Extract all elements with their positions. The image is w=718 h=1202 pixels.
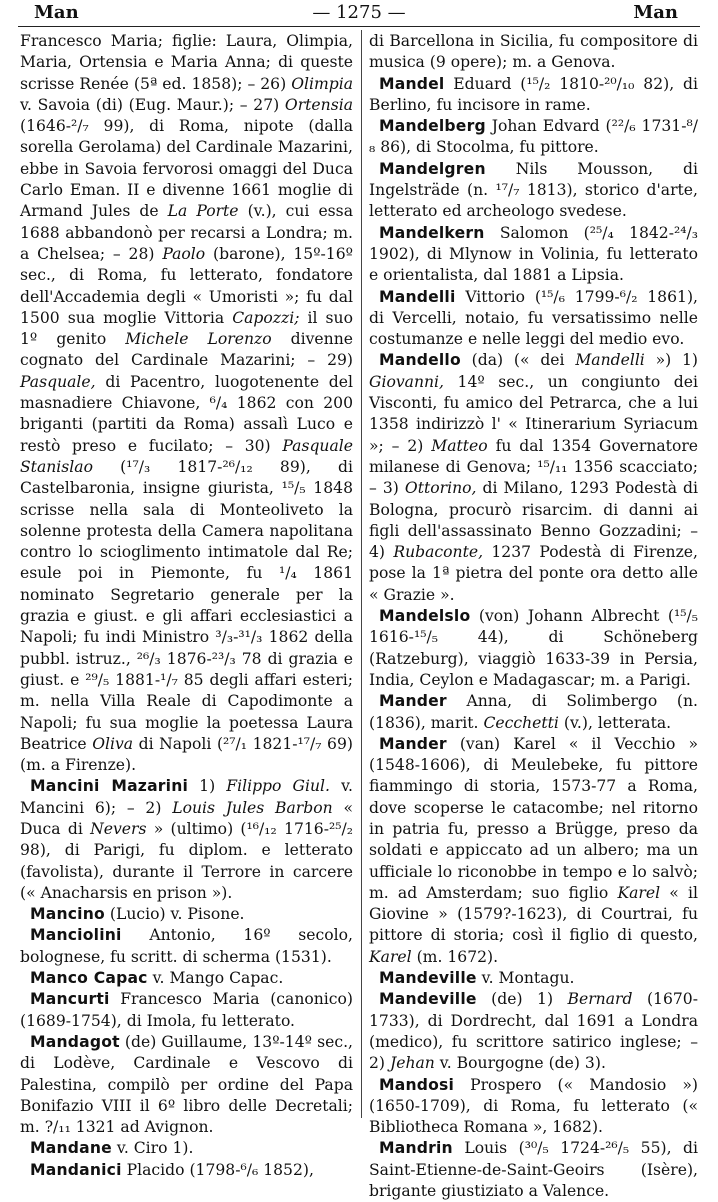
entry-mandelslo (369, 606, 698, 691)
entry-text: Francesco Maria (canonico) (1689-1754), di Imola, fu letterato. (20, 990, 353, 1030)
entry-text: (van) Karel « il Vecchio » (1548-1606), di Meulebeke, fu pittore fiammingo di storia, 1573-77 a Roma, dove scoperse le catacombe; nel ritorno in patria fu, presso a Brügge, preso da soldati e appiccato ad un albero; ma un ufficiale lo riconobbe in tempo e lo salvò; m. ad Amsterdam; suo figlio (369, 734, 698, 902)
entry-mancino (20, 904, 353, 925)
entry-text: v. Mango Capac. (147, 969, 284, 988)
headword: Mandelkern (379, 223, 485, 242)
entry-text: 14º sec., un congiunto dei Visconti, fu amico del Petrarca, che a lui 1358 indirizzò l' « Itinerarium Syriacum »; – 2) (369, 372, 698, 455)
page-header (0, 0, 718, 26)
italic-text: Filippo Giul. (226, 777, 330, 796)
entry-text: (von) Johann Albrecht (¹⁵/₅ 1616-¹⁵/₅ 44), di Schöneberg (Ratzeburg), viaggiò 1633-39 in Persia, India, Ceylon e Madagascar; m. a Parigi. (369, 607, 698, 689)
entry-mandanici (20, 1160, 353, 1181)
entry-mandel (369, 74, 698, 117)
column-divider (361, 30, 362, 1118)
entry-mandeville-de (369, 989, 698, 1074)
entry-text: Francesco Maria; figlie: Laura, Olimpia, Maria, Ortensia e Maria Anna; di queste scrisse Renée (5ª ed. 1858); – 26) (20, 32, 353, 93)
headword: Manciolini (30, 926, 122, 945)
entry-mandelgren (369, 159, 698, 223)
entry-text: il suo 1º genito (20, 308, 353, 349)
headword: Mandel (379, 74, 445, 93)
entry-text: (barone), 15º-16º sec., di Roma, fu letterato, fondatore dell'Accademia degli « Umoristi »; fu dal 1500 sua moglie Vittoria (20, 244, 353, 327)
italic-text: Paolo (162, 244, 206, 263)
entry-text: fu dal 1354 Governatore milanese di Genova; ¹⁵/₁₁ 1356 scacciato; – 3) (369, 436, 699, 498)
headword: Mandelberg (379, 117, 486, 136)
entry-text: (de) 1) (476, 990, 568, 1009)
italic-text: Rubaconte, (393, 543, 484, 562)
entry-text: 1) (188, 777, 227, 796)
entry-text: divenne cognato del Cardinale Mazarini; – 29) (20, 330, 353, 370)
entry-mandello (369, 350, 698, 606)
italic-text: Karel (617, 883, 661, 902)
entry-text: Johan Edvard (²²/₆ 1731-⁸/₈ 86), di Stocolma, fu pittore. (369, 117, 698, 157)
italic-text: Cecchetti (483, 713, 559, 732)
italic-text: La Porte (167, 202, 239, 221)
entry-text: ») 1) (644, 351, 698, 370)
entry-text: di Napoli (²⁷/₁ 1821-¹⁷/₇ 69) (m. a Firenze). (20, 734, 353, 775)
entry-text: v. Ciro 1). (111, 1139, 194, 1158)
headword: Mandrin (379, 1139, 453, 1158)
entry-text: « il Giovine » (1579?-1623), di Courtrai, fu pittore di storia; così il figlio di questo, (369, 883, 698, 945)
entry-manco-capac (20, 968, 353, 989)
entry-mander-anna (369, 691, 698, 734)
italic-text: Giovanni, (369, 372, 444, 391)
entry-manciolini (20, 925, 353, 968)
entry-mandelkern (369, 223, 698, 287)
entry-text: 1237 Podestà di Firenze, pose la 1ª pietra del ponte ora detto alle « Grazie ». (369, 543, 698, 604)
headword: Mandane (30, 1139, 112, 1158)
italic-text: Nevers (90, 819, 147, 838)
headword: Mandelli (379, 287, 456, 306)
headword: Mandosi (379, 1075, 455, 1094)
headword: Mandeville (379, 990, 477, 1009)
entry-text: Nils Mousson, di Ingelsträde (n. ¹⁷/₇ 1813), storico d'arte, letterato ed archeologo svedese. (369, 159, 698, 221)
italic-text: Mandelli (575, 351, 645, 370)
headword: Mandanici (30, 1160, 122, 1179)
italic-text: Karel (369, 947, 412, 966)
entry-text: Placido (1798-⁶/₆ 1852), (121, 1160, 314, 1179)
headword: Mandelgren (379, 159, 486, 178)
entry-text: (1646-²/₇ 99), di Roma, nipote (dalla sorella Gerolama) del Cardinale Mazarini, ebbe in Savoia fervorosi omaggi del Duca Carlo Eman. II e divenne 1661 moglie di Armand Jules de (20, 117, 353, 221)
entry-mancurti (20, 989, 353, 1032)
headword: Mandelslo (379, 607, 471, 626)
entry-mandagot (20, 1032, 353, 1138)
italic-text: Jehan (389, 1054, 435, 1073)
entry-mandelberg (369, 116, 698, 159)
headword: Mandeville (379, 969, 477, 988)
italic-text: Pasquale Stanislao (20, 436, 353, 476)
italic-text: Bernard (567, 990, 633, 1009)
page-number: — 1275 — (312, 2, 406, 23)
entry-text: v. Mancini 6); – 2) (20, 777, 353, 817)
entry-text: Salomon (²⁵/₄ 1842-²⁴/₃ 1902), di Mlynow in Volinia, fu letterato e orientalista, dal 1881 a Lipsia. (369, 223, 698, 285)
entry-text: Louis (³⁰/₅ 1724-²⁶/₅ 55), di Saint-Etienne-de-Saint-Geoirs (Isère), brigante giustiziato a Valence. (369, 1139, 698, 1201)
left-column (20, 31, 353, 1181)
italic-text: Oliva (92, 734, 134, 753)
entry-text: di Pacentro, luogotenente del masnadiere Chiavone, ⁶/₄ 1862 con 200 briganti (partiti da Roma) assalì Luco e restò preso e fucilato; – 30) (20, 372, 353, 455)
entry-text: (1670-1733), di Dordrecht, dal 1691 a Londra (medico), fu scrittore satirico inglese; – 2) (369, 990, 698, 1073)
italic-text: Ottorino, (404, 479, 477, 498)
italic-text: Louis Jules Barbon (172, 798, 333, 817)
entry-mander-karel (369, 734, 698, 968)
italic-text: Ortensia (284, 95, 353, 114)
entry-mandeville-montagu (369, 968, 698, 989)
entry-mandane (20, 1138, 353, 1159)
entry-text: (m. 1672). (411, 947, 499, 966)
entry-text: Prospero (« Mandosio ») (1650-1709), di Roma, fu letterato (« Bibliotheca Romana », 1682). (369, 1075, 698, 1137)
entry-text: Anna, di Solimbergo (n. (1836), marit. (369, 692, 698, 732)
entry-mandelli (369, 287, 698, 351)
continued-entry: di Barcellona in Sicilia, fu compositore di musica (9 opere); m. a Genova. (369, 32, 698, 72)
italic-text: Matteo (431, 436, 488, 455)
headword: Mander (379, 692, 447, 711)
italic-text: Pasquale, (20, 372, 96, 391)
entry-text: v. Savoia (di) (Eug. Maur.); – 27) (20, 95, 285, 114)
running-head-left: Man (34, 2, 79, 23)
headword: Manco Capac (30, 969, 148, 988)
entry-text: v. Montagu. (476, 969, 575, 988)
entry-text: (¹⁷/₃ 1817-²⁶/₁₂ 89), di Castelbaronia, insigne giurista, ¹⁵/₅ 1848 scrisse nella sala di Monteoliveto la solenne protesta della Camera napolitana contro lo scioglimento intimatole dal Re; esule poi in Piemonte, fu ¹/₄ 1861 nominato Segretario generale per la grazia e giust. e gli affari ecclesiastici a Napoli; fu indi Ministro ³/₃-³¹/₃ 1862 della pubbl. istruz., ²⁶/₃ 1876-²³/₃ 78 di grazia e giust. e ²⁹/₅ 1881-¹/₇ 85 degli affari esteri; m. nella Villa Reale di Capodimonte a Napoli; fu sua moglie la poetessa Laura Beatrice (20, 457, 353, 753)
running-head-right: Man (633, 2, 678, 23)
italic-text: Capozzi; (232, 308, 300, 327)
entry-text: v. Bourgogne (de) 3). (434, 1054, 606, 1073)
entry-text: (Lucio) v. Pisone. (104, 905, 245, 924)
right-column (369, 31, 698, 1202)
continued-entry (20, 31, 353, 776)
entry-mancini-mazarini (20, 776, 353, 904)
entry-mandosi (369, 1075, 698, 1139)
entry-text: (v.), cui essa 1688 abbandonò per recarsi a Londra; m. a Chelsea; – 28) (20, 202, 353, 263)
header-rule (18, 26, 700, 27)
entry-text: » (ultimo) (¹⁶/₁₂ 1716-²⁵/₂ 98), di Parigi, fu diplom. e letterato (favolista), durante il Terrore in carcere (« Anacharsis en prison »). (20, 819, 353, 902)
entry-text: di Milano, 1293 Podestà di Bologna, procurò risarcim. di danni ai figli dell'assassinato Benno Gozzadini; – 4) (369, 479, 699, 562)
headword: Mancino (30, 905, 105, 924)
entry-text: Vittorio (¹⁵/₆ 1799-⁶/₂ 1861), di Vercelli, notaio, fu versatissimo nelle costumanze e nelle leggi del medio evo. (369, 287, 698, 349)
headword: Mancini Mazarini (30, 777, 189, 796)
headword: Mancurti (30, 990, 110, 1009)
headword: Mandagot (30, 1032, 120, 1051)
entry-text: « Duca di (20, 798, 354, 838)
entry-text: (v.), letterata. (558, 713, 672, 732)
headword: Mandello (379, 351, 461, 370)
italic-text: Olimpia (291, 74, 353, 93)
italic-text: Michele Lorenzo (125, 330, 272, 349)
headword: Mander (379, 734, 447, 753)
entry-text: (de) Guillaume, 13º-14º sec., di Lodève, Cardinale e Vescovo di Palestina, compilò per ordine del Papa Bonifazio VIII il 6º libro delle Decretali; m. ?/₁₁ 1321 ad Avignon. (20, 1032, 353, 1137)
entry-text: Eduard (¹⁵/₂ 1810-²⁰/₁₀ 82), di Berlino, fu incisore in rame. (369, 74, 698, 114)
entry-text: Antonio, 16º secolo, bolognese, fu scritt. di scherma (1531). (20, 926, 353, 966)
entry-text: (da) (« dei (460, 351, 576, 370)
entry-mandrin (369, 1138, 698, 1202)
